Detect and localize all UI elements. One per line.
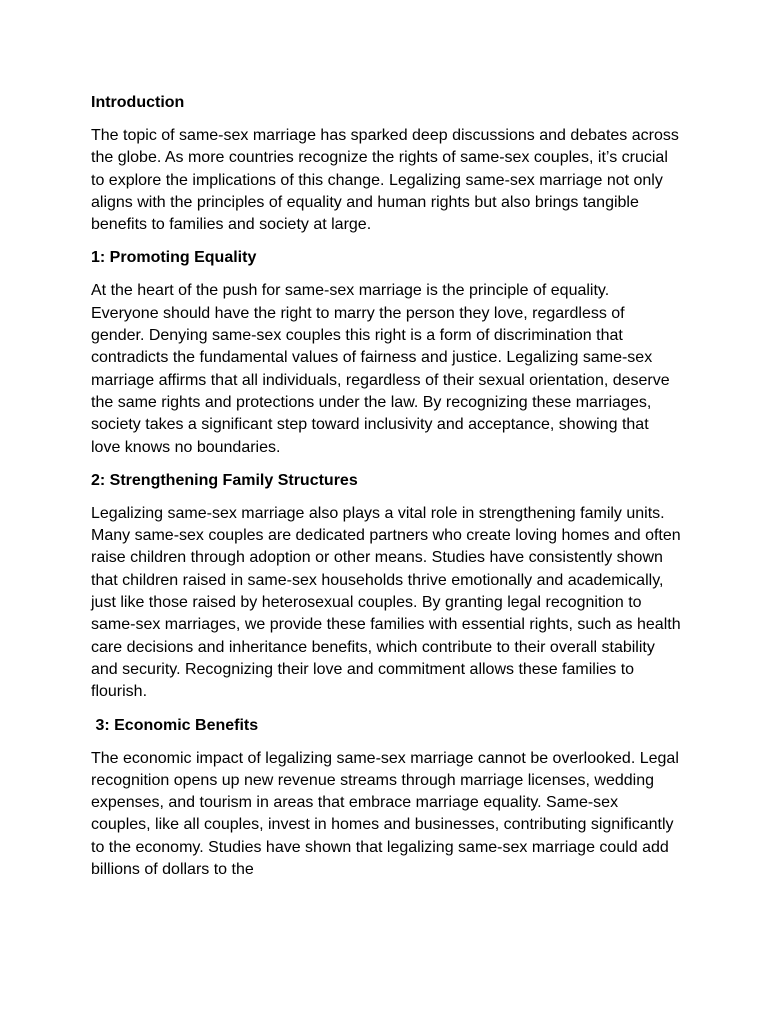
section-heading-promoting-equality: 1: Promoting Equality: [91, 249, 257, 267]
document-page: [91, 92, 681, 892]
section-paragraph-introduction: The topic of same-sex marriage has sparked deep discussions and debates across the globe. As more countries recognize the rights of same-sex couples, it’s crucial to explore the implications of this change. Legalizing same-sex marriage not only aligns with the principles of equality and human rights but also brings tangible benefits to families and society at large.: [91, 127, 679, 234]
section-paragraph-economic-benefits: The economic impact of legalizing same-sex marriage cannot be overlooked. Legal recognition opens up new revenue streams through marriage licenses, wedding expenses, and tourism in areas that embrace marriage equality. Same-sex couples, like all couples, invest in homes and businesses, contributing significantly to the economy. Studies have shown that legalizing same-sex marriage could add billions of dollars to the: [91, 749, 679, 879]
section-heading-introduction: Introduction: [91, 94, 185, 111]
section-paragraph-family-structures: Legalizing same-sex marriage also plays a vital role in strengthening family units. Many same-sex couples are dedicated partners who create loving homes and often raise children through adoption or other means. Studies have consistently shown that children raised in same-sex households thrive emotionally and academically, just like those raised by heterosexual couples. By granting legal recognition to same-sex marriages, we provide these families with essential rights, such as health care decisions and inheritance benefits, which contribute to their overall stability and security. Recognizing their love and commitment allows these families to flourish.: [91, 504, 681, 701]
section-paragraph-promoting-equality: At the heart of the push for same-sex marriage is the principle of equality. Everyone should have the right to marry the person they love, regardless of gender. Denying same-sex couples this right is a form of discrimination that contradicts the fundamental values of fairness and justice. Legalizing same-sex marriage affirms that all individuals, regardless of their sexual orientation, deserve the same rights and protections under the law. By recognizing these marriages, society takes a significant step toward inclusivity and acceptance, showing that love knows no boundaries.: [91, 282, 670, 456]
section-heading-family-structures: 2: Strengthening Family Structures: [91, 471, 358, 489]
section-heading-economic-benefits: 3: Economic Benefits: [91, 716, 259, 734]
